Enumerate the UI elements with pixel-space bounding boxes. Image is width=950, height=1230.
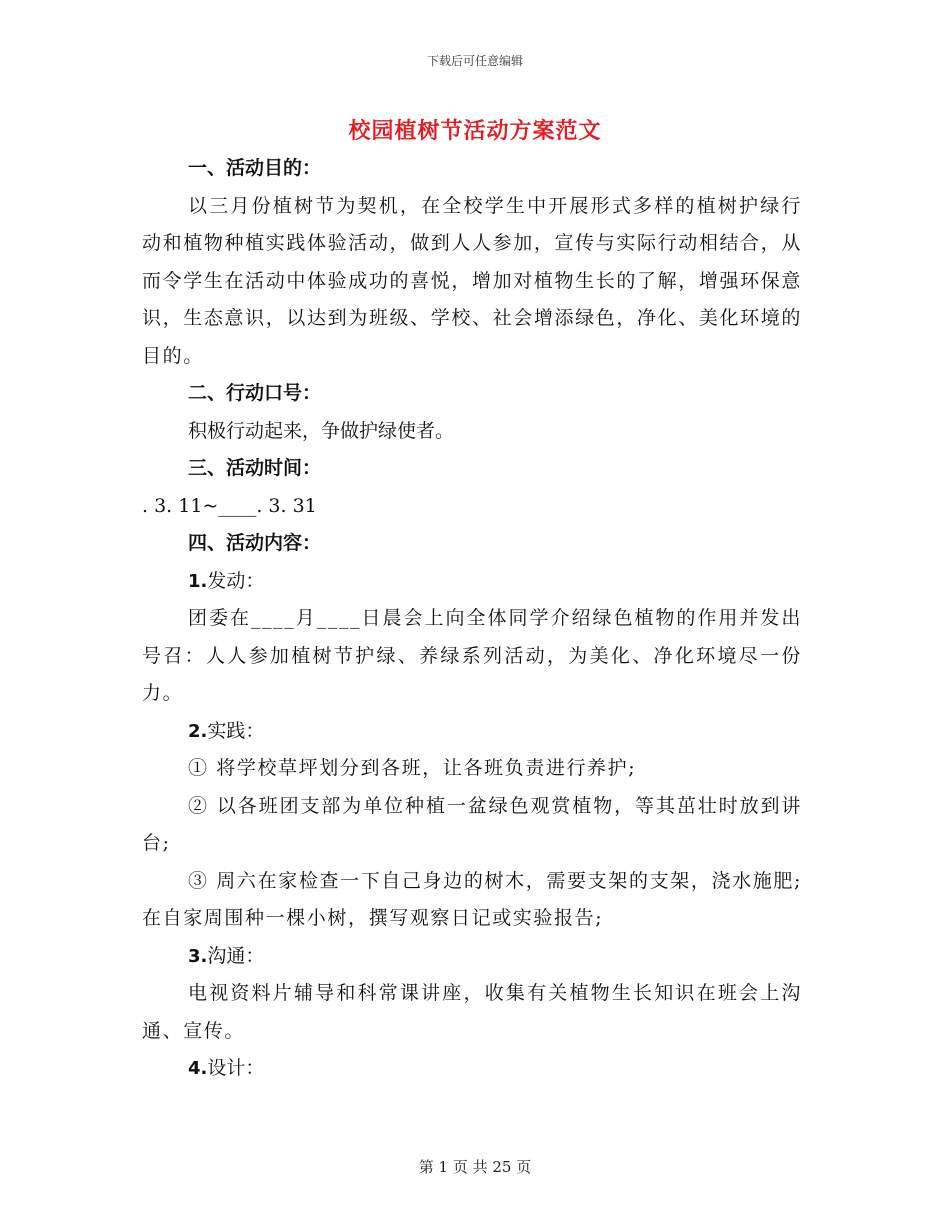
section-text-purpose: 以三月份植树节为契机，在全校学生中开展形式多样的植树护绿行动和植物种植实践体验活动，做到人人参加，宣传与实际行动相结合，从而令学生在活动中体验成功的喜悦，增加对植物生长的了解，增强环保意识，生态意识，以达到为班级、学校、社会增添绿色，净化、美化环境的目的。 [142, 194, 802, 367]
section-text-slogan: 积极行动起来，争做护绿使者。 [188, 419, 455, 442]
item-heading-mobilize [142, 563, 802, 601]
item-label: 发动： [207, 569, 265, 592]
item-text-communicate: 电视资料片辅导和科常课讲座，收集有关植物生长知识在班会上沟通、宣传。 [142, 982, 802, 1042]
page-footer: 第 1 页 共 25 页 [418, 1158, 532, 1176]
section-heading-slogan: 二、行动口号： [188, 382, 322, 404]
item-number: 4. [188, 1058, 208, 1079]
item-number: 3. [188, 945, 208, 967]
item-text-mobilize: 团委在____月____日晨会上向全体同学介绍绿色植物的作用并发出号召：人人参加植树节护绿、养绿系列活动，为美化、净化环境尽一份力。 [142, 607, 802, 704]
section-heading-purpose: 一、活动目的： [188, 157, 322, 179]
item-heading-design [142, 1050, 802, 1088]
section-text-time: . 3. 11~____. 3. 31 [142, 494, 317, 517]
item-heading-practice [142, 713, 802, 751]
section-heading-time: 三、活动时间： [188, 457, 322, 479]
document-title: 校园植树节活动方案范文 [348, 118, 602, 144]
practice-step-2: ② 以各班团支部为单位种植一盆绿色观赏植物，等其茁壮时放到讲台; [142, 794, 802, 854]
item-heading-communicate [142, 938, 802, 976]
section-heading-content: 四、活动内容： [188, 532, 322, 554]
item-label: 沟通： [207, 944, 265, 967]
practice-step-3: ③ 周六在家检查一下自己身边的树木，需要支架的支架，浇水施肥;在自家周围种一棵小树，撰写观察日记或实验报告; [142, 869, 802, 929]
header-note: 下载后可任意编辑 [426, 54, 523, 68]
item-label: 设计： [207, 1057, 265, 1079]
item-number: 2. [188, 720, 208, 742]
practice-step-1: ① 将学校草坪划分到各班，让各班负责进行养护; [188, 757, 637, 779]
item-number: 1. [188, 570, 208, 592]
document-body [142, 150, 802, 1088]
item-label: 实践： [207, 719, 265, 742]
